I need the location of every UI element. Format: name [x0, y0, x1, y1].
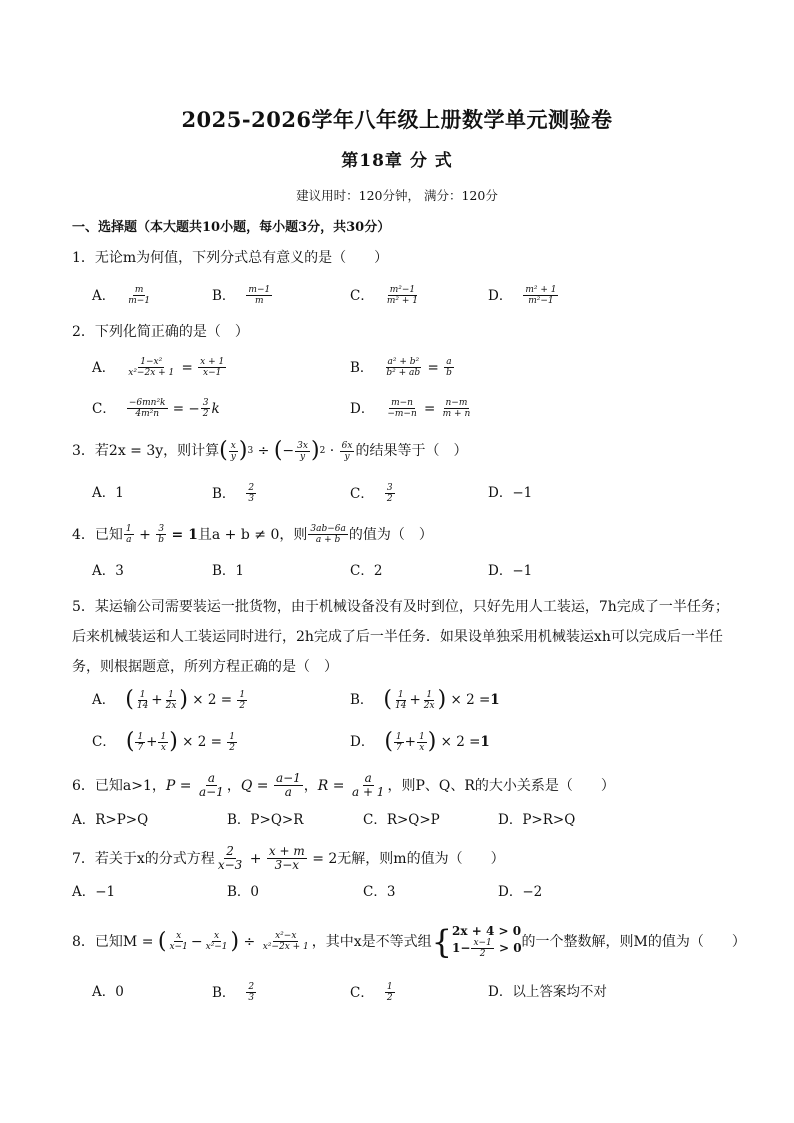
question-1-option-b: B． $\frac{m-1}{m}$: [212, 285, 271, 306]
question-2-stem: 2．下列化简正确的是（ ）: [72, 324, 249, 340]
question-8-text-start: 8．已知M =: [72, 933, 154, 950]
question-2-option-b: B． $\frac{\text{a² + b²}}{\text{b² + ab}}$ = $\frac{a}{b}$: [350, 357, 452, 378]
question-8-stem: 8．已知M = ( $\frac{x}{x-1}$ − $\frac{x}{\text{x²−1}}$ ) ÷ $\frac{\text{x²−x}}{\text{x²−2x + 1}}$ ，其中x是不等式组 { 2x + 4 > 0 1− $\frac{x-1}{2}$ > 0 的一个整数解，则M的值为（ ）: [72, 922, 746, 961]
option-label: D．: [350, 734, 375, 750]
question-3-option-d: D．−1: [488, 485, 533, 501]
question-2-option-a: A． $\frac{\text{1−x²}}{\text{x²−2x + 1}}$ = $\frac{x + 1}{x-1}$: [92, 357, 225, 378]
question-3-option-c: C． $\frac{3}{2}$: [350, 483, 393, 504]
option-label: A．: [92, 692, 116, 708]
question-1-stem: 1．无论m为何值，下列分式总有意义的是（ ）: [72, 250, 389, 266]
question-3-option-b: B． $\frac{2}{3}$: [212, 483, 255, 504]
question-3-stem: 3．若2x = 3y，则计算 ( $\frac{x}{y}$ ) 3 ÷ ( − $\frac{3x}{y}$ ) 2 · $\frac{6x}{y}$ 的结果等于（ ）: [72, 438, 468, 463]
question-8-option-c: C． $\frac{1}{2}$: [350, 982, 393, 1003]
question-1-option-d: D． $\frac{\text{m² + 1}}{\text{m²−1}}$: [488, 285, 557, 306]
question-2-option-d: D． $\frac{m-n}{-m-n}$ = $\frac{n-m}{m + n}$: [350, 398, 471, 419]
question-1-option-a: A． $\frac{m}{m-1}$: [92, 285, 151, 306]
question-5-stem: 5．某运输公司需要装运一批货物，由于机械设备没有及时到位，只好先用人工装运，7h完成了一半任务；后来机械装运和人工装运同时进行，2h完成了后一半任务．如果设单独采用机械装运xh可以完成后一半任务，则根据题意，所列方程正确的是（ ）: [72, 599, 729, 675]
question-5-option-b: B． ( $\frac{1}{14}$ + $\frac{1}{2x}$ ) × 2 = 1: [350, 687, 500, 712]
question-6-text-end: ，则P、Q、R的大小关系是（ ）: [387, 777, 615, 794]
question-7-text-end: = 2无解，则m的值为（ ）: [312, 850, 505, 867]
question-8-option-a: A．0: [92, 984, 124, 1000]
question-8-text-middle: ，其中x是不等式组: [311, 933, 432, 950]
question-7-stem: 7．若关于x的分式方程 $\frac{2}{x-3}$ + $\frac{x + m}{3-x}$ = 2无解，则m的值为（ ）: [72, 844, 505, 872]
option-label: D．: [350, 400, 375, 417]
question-4-text-middle: 且a + b ≠ 0，则: [197, 526, 308, 543]
question-6-option-b: B．P>Q>R: [227, 812, 304, 828]
question-4-option-d: D．−1: [488, 563, 533, 579]
section-heading: 一、选择题（本大题共10小题，每小题3分，共30分）: [72, 220, 391, 235]
question-7-option-a: A．−1: [72, 884, 116, 900]
question-7-option-c: C．3: [363, 884, 396, 900]
option-label: B．: [350, 692, 374, 708]
question-4-option-c: C．2: [350, 563, 383, 579]
question-7-text-start: 7．若关于x的分式方程: [72, 850, 215, 867]
question-3-option-a: A．1: [92, 485, 124, 501]
option-label: B．: [350, 359, 374, 376]
option-label: B．: [212, 485, 236, 502]
question-6-option-c: C．R>Q>P: [363, 812, 440, 828]
question-5-option-d: D． ( $\frac{1}{7}$ + $\frac{1}{x}$ ) × 2 = 1: [350, 729, 490, 754]
question-4-option-b: B．1: [212, 563, 245, 579]
question-4-stem: 4．已知 $\frac{1}{a}$ + $\frac{3}{b}$ = 1 且a + b ≠ 0，则 $\frac{3ab-6a}{a + b}$ 的值为（ ）: [72, 524, 433, 545]
option-label: C．: [92, 400, 116, 417]
exam-title: 2025-2026学年八年级上册数学单元测验卷: [181, 107, 613, 132]
question-6-text-start: 6．已知a>1，: [72, 777, 166, 794]
option-label: B．: [212, 287, 236, 304]
question-7-option-d: D．−2: [498, 884, 543, 900]
question-2-option-c: C． $\frac{\text{−6mn²k}}{\text{4m²n}}$ = − $\frac{3}{2}$ k: [92, 398, 220, 419]
question-1-option-c: C． $\frac{\text{m²−1}}{\text{m² + 1}}$: [350, 285, 418, 306]
question-8-text-end: 的一个整数解，则M的值为（ ）: [521, 933, 746, 950]
question-8-option-d: D．以上答案均不对: [488, 984, 607, 1000]
question-6-option-d: D．P>R>Q: [498, 812, 576, 828]
option-label: C．: [350, 984, 374, 1001]
question-5-option-c: C． ( $\frac{1}{7}$ + $\frac{1}{x}$ ) × 2 = $\frac{1}{2}$: [92, 729, 235, 754]
option-label: A．: [92, 287, 116, 304]
question-7-option-b: B．0: [227, 884, 260, 900]
question-8-option-b: B． $\frac{2}{3}$: [212, 982, 255, 1003]
question-6-option-a: A．R>P>Q: [72, 812, 149, 828]
option-label: C．: [92, 734, 116, 750]
question-4-option-a: A．3: [92, 563, 124, 579]
chapter-title: 第18章 分 式: [341, 151, 453, 171]
option-label: D．: [488, 287, 513, 304]
option-label: C．: [350, 485, 374, 502]
question-3-text-end: 的结果等于（ ）: [355, 443, 468, 459]
question-3-text-start: 3．若2x = 3y，则计算: [72, 443, 220, 459]
option-label: C．: [350, 287, 374, 304]
question-4-text-end: 的值为（ ）: [348, 526, 433, 543]
question-6-stem: 6．已知a>1， P = $\frac{a}{a-1}$ ， Q = $\frac{a-1}{a}$ ， R = $\frac{a}{a + 1}$ ，则P、Q、R的大小关系是（ ）: [72, 771, 615, 799]
option-label: A．: [92, 359, 116, 376]
option-label: B．: [212, 984, 236, 1001]
exam-meta: 建议用时：120分钟， 满分：120分: [296, 188, 498, 203]
question-5-option-a: A． ( $\frac{1}{14}$ + $\frac{1}{2x}$ ) × 2 = $\frac{1}{2}$: [92, 687, 246, 712]
question-4-text-start: 4．已知: [72, 526, 123, 543]
